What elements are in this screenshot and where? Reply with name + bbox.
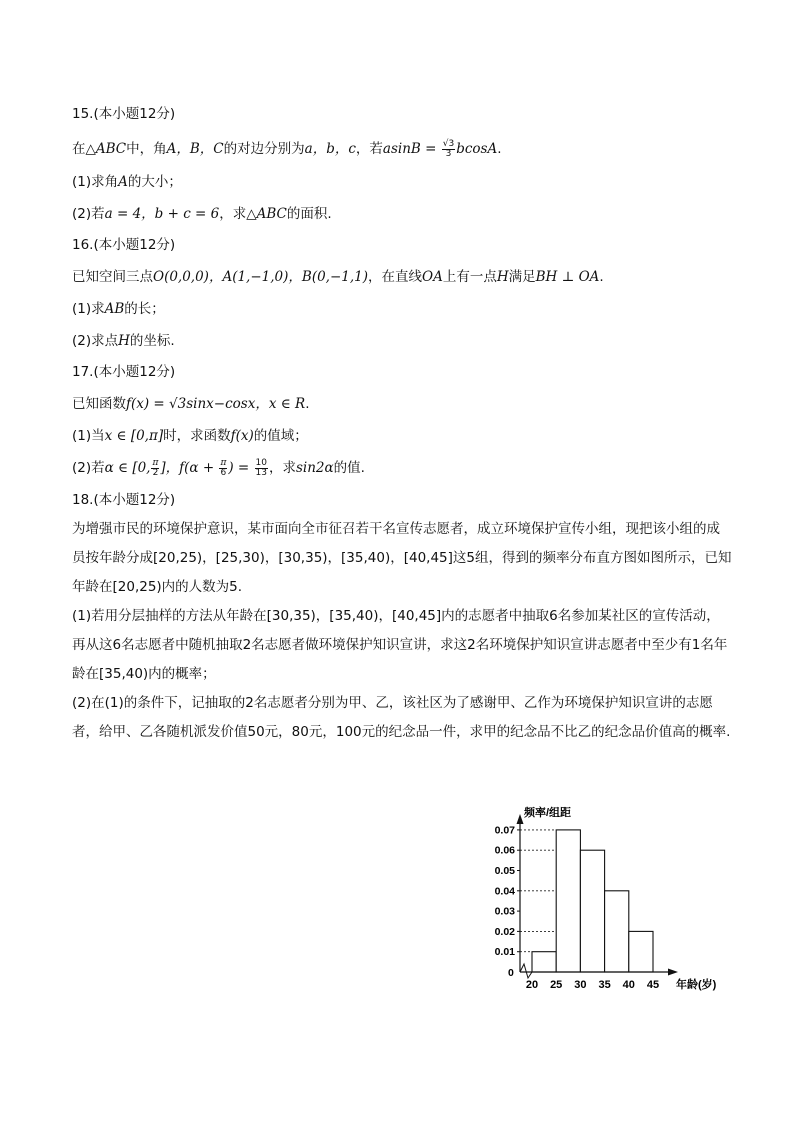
x-tick-label-4: 40 (622, 979, 635, 991)
y-tick-label-4: 0.05 (494, 865, 515, 877)
x-tick-label-5: 45 (646, 979, 660, 991)
q16-part2: (2)求点H的坐标. (72, 333, 175, 349)
pi-over-2-fraction: $\frac{\pi}{2}$ (152, 457, 159, 478)
q17-part2: (2)若α ∈ [0, $\frac{\pi}{2}$ ]，f(α + $\frac{\pi}{6}$ ) = $\frac{10}{13}$ ，求sin2α的值. (72, 457, 365, 478)
histogram-figure (480, 800, 730, 1000)
frequency-histogram (480, 800, 730, 1000)
q16-part1: (1)求AB的长； (72, 301, 165, 317)
q17-stem: 已知函数f(x) = √3sinx−cosx，x ∈ R. (72, 396, 310, 412)
x-tick-label-0: 20 (525, 979, 539, 991)
x-axis-arrow (668, 969, 678, 976)
histogram-bar-2 (580, 850, 604, 972)
axis-break-mark (520, 964, 532, 978)
q15-header: 15.(本小题12分) (72, 106, 176, 122)
origin-label: 0 (508, 967, 514, 979)
q16-header: 16.(本小题12分) (72, 237, 176, 253)
x-tick-label-2: 30 (574, 979, 587, 991)
q15-stem: 在△ABC中，角A，B，C的对边分别为a，b，c，若asinB = $\frac{√3}{3}$ bcosA. (72, 138, 502, 159)
x-tick-label-1: 25 (550, 979, 563, 991)
histogram-bar-1 (556, 830, 580, 972)
x-axis-label: 年龄(岁) (676, 979, 717, 991)
q17-header: 17.(本小题12分) (72, 364, 176, 380)
exam-page (72, 100, 732, 747)
y-tick-label-0: 0.01 (494, 946, 515, 959)
q18-header: 18.(本小题12分) (72, 492, 176, 508)
y-tick-label-1: 0.02 (494, 925, 515, 938)
y-tick-label-3: 0.04 (494, 885, 515, 898)
q16-stem: 已知空间三点O(0,0,0)，A(1,−1,0)，B(0,−1,1)，在直线OA上有一点H满足BH ⊥ OA. (72, 269, 604, 285)
pi-over-6-fraction: $\frac{\pi}{6}$ (220, 457, 227, 478)
q18-stem: 为增强市民的环境保护意识，某市面向全市征召若干名宣传志愿者，成立环境保护宣传小组，现把该小组的成员按年龄分成[20,25)，[25,30)，[30,35)，[35,40)，[40,45]这5组，得到的频率分布直方图如图所示，已知年龄在[20,25)内的人数为5. (72, 521, 732, 595)
q17-part1: (1)当x ∈ [0,π]时，求函数f(x)的值域； (72, 428, 308, 444)
y-axis-arrow (517, 814, 524, 824)
sqrt3-over-3-fraction: $\frac{√3}{3}$ (442, 138, 455, 159)
ten-over-thirteen-fraction: $\frac{10}{13}$ (255, 457, 267, 478)
x-tick-label-3: 35 (598, 979, 611, 991)
y-tick-label-6: 0.07 (494, 824, 515, 837)
histogram-bar-4 (629, 931, 653, 972)
y-axis-label: 频率/组距 (524, 807, 572, 819)
y-tick-label-2: 0.03 (494, 905, 515, 918)
histogram-bar-0 (532, 952, 556, 972)
q18-part1: (1)若用分层抽样的方法从年龄在[30,35)，[35,40)，[40,45]内的志愿者中抽取6名参加某社区的宣传活动，再从这6名志愿者中随机抽取2名志愿者做环境保护知识宣讲，求这2名环境保护知识宣讲志愿者中至少有1名年龄在[35,40)内的概率； (72, 608, 728, 682)
y-tick-label-5: 0.06 (494, 844, 515, 857)
q18-part2: (2)在(1)的条件下，记抽取的2名志愿者分别为甲、乙，该社区为了感谢甲、乙作为环境保护知识宣讲的志愿者，给甲、乙各随机派发价值50元，80元，100元的纪念品一件，求甲的纪念品不比乙的纪念品价值高的概率. (72, 695, 731, 740)
q15-part2: (2)若a = 4，b + c = 6，求△ABC的面积. (72, 206, 332, 222)
histogram-bar-3 (605, 891, 629, 972)
q15-part1: (1)求角A的大小； (72, 174, 182, 190)
